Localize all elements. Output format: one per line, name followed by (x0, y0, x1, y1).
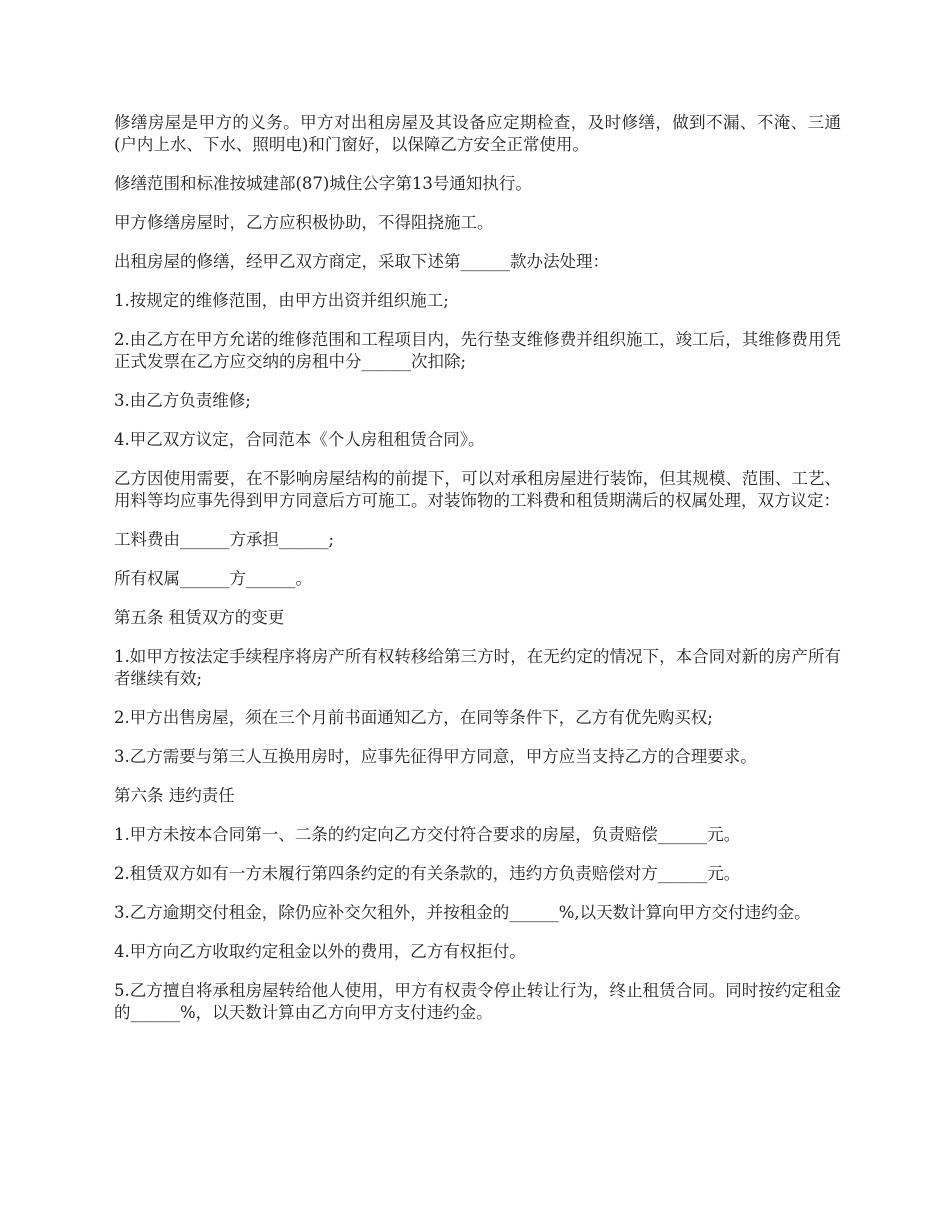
list-item-repair-option-1: 1.按规定的维修范围，由甲方出资并组织施工; (114, 291, 449, 310)
list-item-liability-4: 4.甲方向乙方收取约定租金以外的费用，乙方有权拒付。 (114, 942, 526, 961)
list-item-liability-2: 2.租赁双方如有一方未履行第四条约定的有关条款的，违约方负责赔偿对方______元。 (114, 864, 741, 883)
paragraph-repair-obligation: 修缮房屋是甲方的义务。甲方对出租房屋及其设备应定期检查，及时修缮，做到不漏、不淹、三通(户内上水、下水、照明电)和门窗好，以保障乙方安全正常使用。 (114, 113, 841, 154)
list-item-liability-1: 1.甲方未按本合同第一、二条的约定向乙方交付符合要求的房屋，负责赔偿______元。 (114, 825, 741, 844)
section-heading-article-5: 第五条 租赁双方的变更 (114, 608, 285, 627)
list-item-repair-option-4: 4.甲乙双方议定，合同范本《个人房租租赁合同》。 (114, 430, 485, 449)
list-item-repair-option-2: 2.由乙方在甲方允诺的维修范围和工程项目内，先行垫支维修费并组织施工，竣工后，其维修费用凭正式发票在乙方应交纳的房租中分______次扣除; (114, 330, 841, 371)
list-item-change-2: 2.甲方出售房屋，须在三个月前书面通知乙方，在同等条件下，乙方有优先购买权; (114, 708, 713, 727)
section-heading-article-6: 第六条 违约责任 (114, 786, 235, 805)
list-item-change-1: 1.如甲方按法定手续程序将房产所有权转移给第三方时，在无约定的情况下，本合同对新的房产所有者继续有效; (114, 647, 841, 688)
paragraph-decoration: 乙方因使用需要，在不影响房屋结构的前提下，可以对承租房屋进行装饰，但其规模、范围、工艺、用料等均应事先得到甲方同意后方可施工。对装饰物的工料费和租赁期满后的权属处理，双方议定： (114, 469, 841, 510)
paragraph-material-cost: 工料费由______方承担______; (114, 530, 335, 549)
paragraph-repair-cooperation: 甲方修缮房屋时，乙方应积极协助，不得阻挠施工。 (114, 213, 494, 232)
list-item-liability-5: 5.乙方擅自将承租房屋转给他人使用，甲方有权责令停止转让行为，终止租赁合同。同时按约定租金的______%，以天数计算由乙方向甲方支付违约金。 (114, 981, 841, 1022)
list-item-liability-3: 3.乙方逾期交付租金，除仍应补交欠租外，并按租金的______%,以天数计算向甲方交付违约金。 (114, 903, 811, 922)
document-body (114, 112, 841, 1041)
paragraph-repair-scope: 修缮范围和标准按城建部(87)城住公字第13号通知执行。 (114, 174, 532, 193)
paragraph-ownership: 所有权属______方______。 (114, 569, 312, 588)
list-item-repair-option-3: 3.由乙方负责维修; (114, 391, 251, 410)
list-item-change-3: 3.乙方需要与第三人互换用房时，应事先征得甲方同意，甲方应当支持乙方的合理要求。 (114, 747, 757, 766)
paragraph-repair-method: 出租房屋的修缮，经甲乙双方商定，采取下述第______款办法处理： (114, 252, 609, 271)
